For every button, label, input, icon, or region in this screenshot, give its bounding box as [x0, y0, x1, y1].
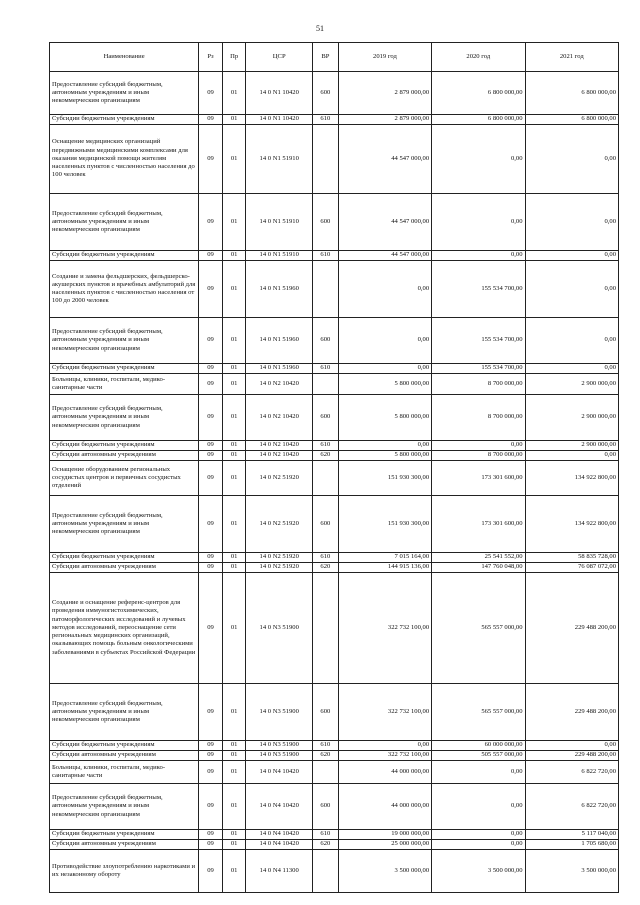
row-2019: 0,00: [338, 364, 431, 374]
row-2021: 0,00: [525, 741, 618, 751]
row-csr: 14 0 N1 51910: [246, 125, 313, 194]
row-2021: 5 117 040,00: [525, 830, 618, 840]
row-csr: 14 0 N1 10420: [246, 115, 313, 125]
row-2021: 229 488 200,00: [525, 684, 618, 741]
row-2021: 0,00: [525, 194, 618, 251]
row-2020: 565 557 000,00: [432, 684, 525, 741]
table-row: [50, 261, 619, 318]
row-2019: 0,00: [338, 261, 431, 318]
row-name: Субсидии бюджетным учреждениям: [50, 364, 199, 374]
row-csr: 14 0 N1 51960: [246, 318, 313, 364]
table-row: [50, 441, 619, 451]
table-row: [50, 194, 619, 251]
row-csr: 14 0 N1 51960: [246, 364, 313, 374]
header-vr: ВР: [312, 43, 338, 72]
table-row: [50, 496, 619, 553]
row-pr: 01: [222, 261, 246, 318]
row-vr: 600: [312, 784, 338, 830]
row-2021: 58 835 728,00: [525, 553, 618, 563]
row-pr: 01: [222, 318, 246, 364]
row-2020: 155 534 700,00: [432, 261, 525, 318]
row-2019: 144 915 136,00: [338, 563, 431, 573]
row-2021: 0,00: [525, 451, 618, 461]
row-2021: 0,00: [525, 364, 618, 374]
row-rz: 09: [199, 461, 223, 496]
page-number: 51: [316, 24, 324, 33]
row-vr: 600: [312, 72, 338, 115]
row-pr: 01: [222, 451, 246, 461]
row-2020: 0,00: [432, 830, 525, 840]
row-2020: 6 800 000,00: [432, 72, 525, 115]
row-2019: 322 732 100,00: [338, 751, 431, 761]
row-pr: 01: [222, 840, 246, 850]
row-csr: 14 0 N3 51900: [246, 684, 313, 741]
row-rz: 09: [199, 573, 223, 684]
row-csr: 14 0 N2 51920: [246, 496, 313, 553]
row-2021: 2 900 000,00: [525, 395, 618, 441]
row-vr: 620: [312, 840, 338, 850]
table-row: [50, 751, 619, 761]
row-name: Субсидии автономным учреждениям: [50, 451, 199, 461]
row-2019: 5 800 000,00: [338, 395, 431, 441]
row-pr: 01: [222, 125, 246, 194]
row-vr: 600: [312, 395, 338, 441]
row-csr: 14 0 N4 10420: [246, 830, 313, 840]
row-csr: 14 0 N4 10420: [246, 784, 313, 830]
row-vr: 610: [312, 251, 338, 261]
row-rz: 09: [199, 441, 223, 451]
row-pr: 01: [222, 784, 246, 830]
table-row: [50, 784, 619, 830]
row-pr: 01: [222, 72, 246, 115]
row-2021: 6 822 720,00: [525, 784, 618, 830]
row-2019: 322 732 100,00: [338, 684, 431, 741]
row-vr: [312, 761, 338, 784]
row-2020: 25 541 552,00: [432, 553, 525, 563]
row-2019: 3 500 000,00: [338, 850, 431, 893]
table-row: [50, 461, 619, 496]
table-row: [50, 761, 619, 784]
row-2021: 0,00: [525, 125, 618, 194]
row-rz: 09: [199, 553, 223, 563]
row-pr: 01: [222, 553, 246, 563]
row-vr: 610: [312, 364, 338, 374]
row-2020: 0,00: [432, 784, 525, 830]
row-2019: 322 732 100,00: [338, 573, 431, 684]
row-name: Субсидии бюджетным учреждениям: [50, 741, 199, 751]
row-vr: 620: [312, 563, 338, 573]
table-row: [50, 72, 619, 115]
row-csr: 14 0 N3 51900: [246, 741, 313, 751]
row-csr: 14 0 N2 51920: [246, 563, 313, 573]
row-pr: 01: [222, 374, 246, 395]
row-2020: 505 557 000,00: [432, 751, 525, 761]
row-2019: 7 015 164,00: [338, 553, 431, 563]
row-name: Больницы, клиники, госпитали, медико-санитарные части: [50, 761, 199, 784]
row-2019: 44 547 000,00: [338, 194, 431, 251]
row-2021: 0,00: [525, 251, 618, 261]
row-pr: 01: [222, 395, 246, 441]
row-pr: 01: [222, 364, 246, 374]
row-rz: 09: [199, 563, 223, 573]
row-vr: [312, 461, 338, 496]
table-row: [50, 741, 619, 751]
row-rz: 09: [199, 194, 223, 251]
row-name: Оснащение оборудованием региональных сосудистых центров и первичных сосудистых отделений: [50, 461, 199, 496]
row-2020: 173 301 600,00: [432, 496, 525, 553]
row-2019: 0,00: [338, 741, 431, 751]
row-2019: 151 930 300,00: [338, 461, 431, 496]
row-2020: 0,00: [432, 761, 525, 784]
row-pr: 01: [222, 194, 246, 251]
header-2020: 2020 год: [432, 43, 525, 72]
table-row: [50, 115, 619, 125]
row-vr: 610: [312, 553, 338, 563]
table-row: [50, 684, 619, 741]
row-pr: 01: [222, 251, 246, 261]
row-name: Противодействие злоупотреблению наркотиками и их незаконному обороту: [50, 850, 199, 893]
row-2020: 147 760 048,00: [432, 563, 525, 573]
row-name: Создание и оснащение референс-центров для проведения иммуногистохимических, патоморфологических исследований и лучевых методов исследований, переоснащение сети региональных медицинских организаций, оказывающих помощь больным онкологическими заболеваниями в субъектах Российской Федерации: [50, 573, 199, 684]
row-name: Предоставление субсидий бюджетным, автономным учреждениям и иным некоммерческим организациям: [50, 395, 199, 441]
row-2021: 6 800 000,00: [525, 115, 618, 125]
row-2020: 0,00: [432, 251, 525, 261]
row-2020: 8 700 000,00: [432, 451, 525, 461]
row-2020: 155 534 700,00: [432, 318, 525, 364]
row-name: Субсидии бюджетным учреждениям: [50, 441, 199, 451]
row-rz: 09: [199, 318, 223, 364]
row-2020: 8 700 000,00: [432, 374, 525, 395]
row-csr: 14 0 N3 51900: [246, 751, 313, 761]
row-name: Субсидии бюджетным учреждениям: [50, 830, 199, 840]
row-2021: 229 488 200,00: [525, 751, 618, 761]
row-2021: 229 488 200,00: [525, 573, 618, 684]
row-2020: 0,00: [432, 194, 525, 251]
row-name: Субсидии автономным учреждениям: [50, 563, 199, 573]
row-rz: 09: [199, 496, 223, 553]
row-rz: 09: [199, 684, 223, 741]
row-name: Субсидии автономным учреждениям: [50, 751, 199, 761]
row-name: Предоставление субсидий бюджетным, автономным учреждениям и иным некоммерческим организациям: [50, 496, 199, 553]
row-vr: 610: [312, 115, 338, 125]
table-row: [50, 251, 619, 261]
row-2019: 0,00: [338, 318, 431, 364]
row-rz: 09: [199, 850, 223, 893]
row-2019: 0,00: [338, 441, 431, 451]
row-rz: 09: [199, 72, 223, 115]
row-name: Субсидии автономным учреждениям: [50, 840, 199, 850]
row-rz: 09: [199, 830, 223, 840]
table-row: [50, 395, 619, 441]
row-vr: [312, 573, 338, 684]
row-rz: 09: [199, 251, 223, 261]
row-vr: [312, 374, 338, 395]
row-name: Создание и замена фельдшерских, фельдшерско-акушерских пунктов и врачебных амбулаторий для населенных пунктов с численностью населения от 100 до 2000 человек: [50, 261, 199, 318]
row-name: Предоставление субсидий бюджетным, автономным учреждениям и иным некоммерческим организациям: [50, 72, 199, 115]
row-csr: 14 0 N2 51920: [246, 553, 313, 563]
row-vr: 610: [312, 830, 338, 840]
row-2021: 0,00: [525, 261, 618, 318]
row-vr: 600: [312, 496, 338, 553]
row-vr: 600: [312, 194, 338, 251]
row-csr: 14 0 N1 51960: [246, 261, 313, 318]
row-2021: 0,00: [525, 318, 618, 364]
row-csr: 14 0 N4 10420: [246, 840, 313, 850]
header-rz: Рз: [199, 43, 223, 72]
row-csr: 14 0 N2 10420: [246, 451, 313, 461]
row-csr: 14 0 N2 10420: [246, 395, 313, 441]
row-csr: 14 0 N2 10420: [246, 374, 313, 395]
row-2020: 0,00: [432, 840, 525, 850]
row-2020: 0,00: [432, 125, 525, 194]
row-2021: 1 705 680,00: [525, 840, 618, 850]
row-2019: 19 000 000,00: [338, 830, 431, 840]
row-pr: 01: [222, 751, 246, 761]
table-row: [50, 553, 619, 563]
table-header-row: [50, 43, 619, 72]
row-pr: 01: [222, 496, 246, 553]
row-csr: 14 0 N4 10420: [246, 761, 313, 784]
table-row: [50, 451, 619, 461]
row-pr: 01: [222, 115, 246, 125]
row-vr: [312, 125, 338, 194]
row-rz: 09: [199, 840, 223, 850]
row-name: Предоставление субсидий бюджетным, автономным учреждениям и иным некоммерческим организациям: [50, 194, 199, 251]
row-rz: 09: [199, 261, 223, 318]
row-pr: 01: [222, 441, 246, 451]
row-pr: 01: [222, 684, 246, 741]
row-pr: 01: [222, 461, 246, 496]
row-pr: 01: [222, 741, 246, 751]
row-2020: 8 700 000,00: [432, 395, 525, 441]
row-2020: 565 557 000,00: [432, 573, 525, 684]
row-pr: 01: [222, 563, 246, 573]
row-2020: 6 800 000,00: [432, 115, 525, 125]
row-vr: [312, 261, 338, 318]
row-name: Больницы, клиники, госпитали, медико-санитарные части: [50, 374, 199, 395]
row-csr: 14 0 N1 51910: [246, 251, 313, 261]
row-vr: 610: [312, 441, 338, 451]
row-2019: 2 879 000,00: [338, 72, 431, 115]
row-name: Субсидии бюджетным учреждениям: [50, 553, 199, 563]
row-2020: 173 301 600,00: [432, 461, 525, 496]
budget-table: [49, 42, 619, 893]
row-2021: 2 900 000,00: [525, 374, 618, 395]
row-csr: 14 0 N4 11300: [246, 850, 313, 893]
row-vr: 610: [312, 741, 338, 751]
header-2019: 2019 год: [338, 43, 431, 72]
row-2020: 0,00: [432, 441, 525, 451]
table-row: [50, 830, 619, 840]
row-vr: 620: [312, 451, 338, 461]
table-row: [50, 573, 619, 684]
row-2019: 44 000 000,00: [338, 761, 431, 784]
row-2019: 2 879 000,00: [338, 115, 431, 125]
row-2019: 5 800 000,00: [338, 374, 431, 395]
row-2021: 134 922 800,00: [525, 496, 618, 553]
header-csr: ЦСР: [246, 43, 313, 72]
row-csr: 14 0 N2 10420: [246, 441, 313, 451]
row-csr: 14 0 N1 51910: [246, 194, 313, 251]
header-name: Наименование: [50, 43, 199, 72]
row-name: Субсидии бюджетным учреждениям: [50, 115, 199, 125]
row-pr: 01: [222, 830, 246, 840]
row-pr: 01: [222, 761, 246, 784]
table-row: [50, 364, 619, 374]
row-vr: 620: [312, 751, 338, 761]
row-2021: 134 922 800,00: [525, 461, 618, 496]
row-rz: 09: [199, 125, 223, 194]
row-2019: 44 000 000,00: [338, 784, 431, 830]
row-2019: 5 800 000,00: [338, 451, 431, 461]
row-2019: 44 547 000,00: [338, 125, 431, 194]
row-rz: 09: [199, 374, 223, 395]
row-2021: 2 900 000,00: [525, 441, 618, 451]
row-csr: 14 0 N3 51900: [246, 573, 313, 684]
row-name: Предоставление субсидий бюджетным, автономным учреждениям и иным некоммерческим организациям: [50, 318, 199, 364]
row-vr: 600: [312, 318, 338, 364]
row-rz: 09: [199, 395, 223, 441]
table-row: [50, 850, 619, 893]
row-rz: 09: [199, 784, 223, 830]
row-2021: 3 500 000,00: [525, 850, 618, 893]
row-name: Предоставление субсидий бюджетным, автономным учреждениям и иным некоммерческим организациям: [50, 684, 199, 741]
row-2019: 151 930 300,00: [338, 496, 431, 553]
row-rz: 09: [199, 761, 223, 784]
table-row: [50, 563, 619, 573]
row-name: Оснащение медицинских организаций передвижными медицинскими комплексами для оказания медицинской помощи жителям населенных пунктов с численностью населения до 100 человек: [50, 125, 199, 194]
row-pr: 01: [222, 850, 246, 893]
row-rz: 09: [199, 364, 223, 374]
header-pr: Пр: [222, 43, 246, 72]
row-2020: 155 534 700,00: [432, 364, 525, 374]
table-row: [50, 374, 619, 395]
row-2021: 6 800 000,00: [525, 72, 618, 115]
row-vr: [312, 850, 338, 893]
table-row: [50, 125, 619, 194]
table-row: [50, 840, 619, 850]
header-2021: 2021 год: [525, 43, 618, 72]
row-rz: 09: [199, 751, 223, 761]
table-row: [50, 318, 619, 364]
row-2020: 60 000 000,00: [432, 741, 525, 751]
row-2020: 3 500 000,00: [432, 850, 525, 893]
row-csr: 14 0 N2 51920: [246, 461, 313, 496]
row-vr: 600: [312, 684, 338, 741]
row-2021: 76 087 072,00: [525, 563, 618, 573]
row-csr: 14 0 N1 10420: [246, 72, 313, 115]
row-name: Предоставление субсидий бюджетным, автономным учреждениям и иным некоммерческим организациям: [50, 784, 199, 830]
row-rz: 09: [199, 451, 223, 461]
row-pr: 01: [222, 573, 246, 684]
row-rz: 09: [199, 741, 223, 751]
row-rz: 09: [199, 115, 223, 125]
row-2019: 44 547 000,00: [338, 251, 431, 261]
row-2021: 6 822 720,00: [525, 761, 618, 784]
row-name: Субсидии бюджетным учреждениям: [50, 251, 199, 261]
row-2019: 25 000 000,00: [338, 840, 431, 850]
